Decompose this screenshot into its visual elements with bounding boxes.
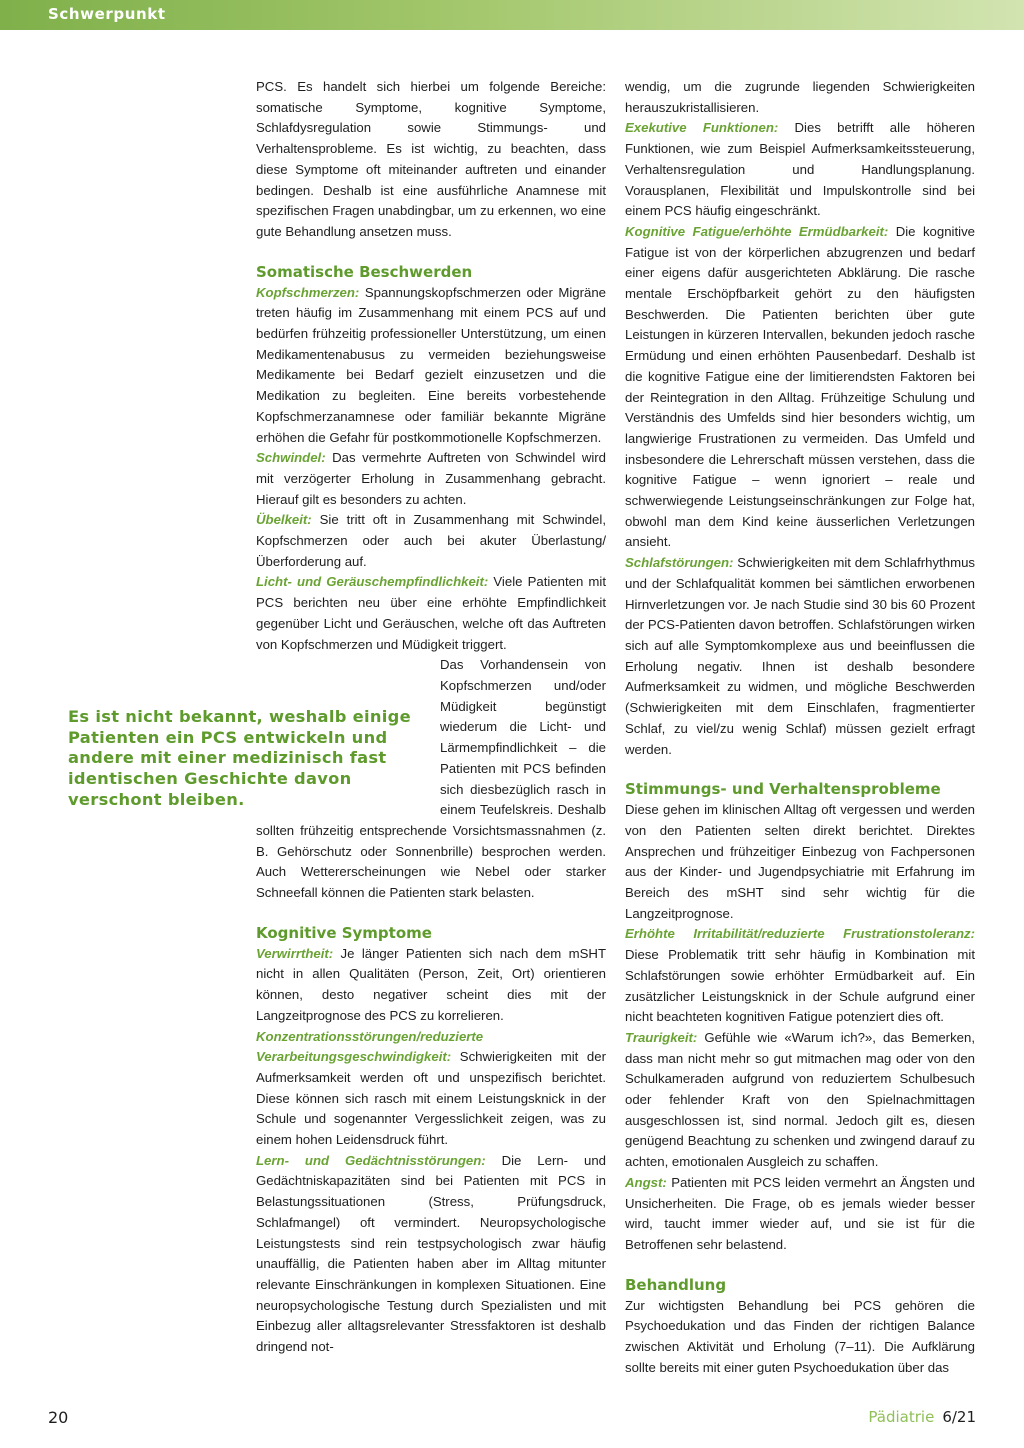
text-confusion: Je länger Patienten sich nach dem mSHT nicht in allen Qualitäten (Person, Zeit, Ort) orientieren können, desto negativer scheint dies mit der Langzeitprognose des PCS zu korrelieren. xyxy=(256,945,607,1023)
paragraph-sadness xyxy=(625,1028,975,1173)
term-irritability: Erhöhte Irritabilität/reduzierte Frustrationstoleranz: xyxy=(625,926,975,942)
term-executive: Exekutive Funktionen: xyxy=(625,120,779,136)
pull-quote: Es ist nicht bekannt, weshalb einige Patienten ein PCS entwickeln und andere mit einer medizinisch fast identischen Geschichte davon verschont bleiben. xyxy=(68,707,411,809)
section-title: Schwerpunkt xyxy=(48,5,166,23)
text-dizziness: Das vermehrte Auftreten von Schwindel wird mit verzögerter Erholung in Zusammenhang gebracht. Hierauf gilt es besonders zu achten. xyxy=(256,450,606,507)
term-concentration: Konzentrationsstörungen/reduzierte Verarbeitungsgeschwindigkeit: xyxy=(256,1028,484,1065)
paragraph-dizziness xyxy=(256,448,606,510)
term-confusion: Verwirrtheit: xyxy=(256,945,334,961)
intro-paragraph: PCS. Es handelt sich hierbei um folgende Bereiche: somatische Symptome, kognitive Symptome, Schlafdysregulation sowie Stimmungs- und Verhaltensprobleme. Es ist wichtig, zu beachten, dass diese Symptome oft miteinander auftreten und einander bedingen. Deshalb ist eine ausführliche Anamnese mit spezifischen Fragen unabdingbar, um zu erkennen, wo eine gute Behandlung ansetzen muss. xyxy=(256,79,606,239)
paragraph-treatment: Zur wichtigsten Behandlung bei PCS gehören die Psychoedukation und das Finden der richtigen Balance zwischen Aktivität und Erholung (7–11). Die Aufklärung sollte bereits mit einer guten Psychoedukation über das xyxy=(625,1297,975,1375)
paragraph-executive xyxy=(625,118,975,222)
term-sadness: Traurigkeit: xyxy=(625,1029,698,1045)
text-light-sensitivity-a: Viele Patienten mit PCS berichten neu über eine erhöhte Empfindlichkeit gegenüber Licht und Geräuschen, welche oft das Auftreten von Kopfschmerzen und Müdigkeit triggert. xyxy=(256,574,606,652)
text-light-sensitivity-b: Das Vorhandensein von Kopfschmerzen und/oder Müdigkeit begünstigt wiederum die Licht- und Lärmempfindlichkeit – die Patienten mit PCS befinden sich diesbezüglich rasch in einem Teufelskreis. Deshalb sollten frühzeitig entsprechende Vorsichtsmassnahmen (z. B. Gehörschutz oder Sonnenbrille) besprochen werden. Auch Wettererscheinungen wie Nebel oder starker Schneefall können die Patienten stark belasten. xyxy=(256,657,606,901)
journal-issue: 6/21 xyxy=(942,1408,976,1426)
text-headache: Spannungskopfschmerzen oder Migräne treten häufig im Zusammenhang mit einem PCS auf und bedürfen frühzeitig professioneller Unterstützung, um einen Medikamentenabusus zu vermeiden beziehungsweise Medikamente bei Bedarf gezielt einzusetzen und die Medikation zu begleiten. Eine bereits vorbestehende Kopfschmerzanamnese oder familiär bekannte Migräne erhöhen die Gefahr für postkommotionelle Kopfschmerzen. xyxy=(256,284,606,445)
text-executive: Dies betrifft alle höheren Funktionen, wie zum Beispiel Aufmerksamkeitssteuerung, Verhaltensregulation und Handlungsplanung. Vorausplanen, Flexibilität und Impulskontrolle sind bei einem PCS häufig eingeschränkt. xyxy=(625,120,975,219)
term-memory: Lern- und Gedächtnisstörungen: xyxy=(256,1152,486,1168)
text-sleep: Schwierigkeiten mit dem Schlafrhythmus und der Schlafqualität kommen bei sämtlichen erworbenen Hirnverletzungen vor. Je nach Studie sind 30 bis 60 Prozent der PCS-Patienten davon betroffen. Schlafstörungen wirken sich auf alle Symptomkomplexe aus und beeinflussen die Erholung negativ. Ihnen ist deshalb besondere Aufmerksamkeit zu widmen, und mögliche Beschwerden (Schwierigkeiten mit dem Einschlafen, fragmentierter Schlaf, zu viel/zu wenig Schlaf) müssen gezielt erfragt werden. xyxy=(625,555,976,757)
term-sleep: Schlafstörungen: xyxy=(625,555,734,571)
text-anxiety: Patienten mit PCS leiden vermehrt an Ängsten und Unsicherheiten. Die Frage, ob es jemals wieder besser wird, taucht immer wieder auf, und sie ist für die Betroffenen sehr belastend. xyxy=(625,1174,976,1252)
paragraph-anxiety xyxy=(625,1173,975,1256)
term-dizziness: Schwindel: xyxy=(256,450,326,466)
term-light-sensitivity: Licht- und Geräuschempfindlichkeit: xyxy=(256,574,489,590)
term-nausea: Übelkeit: xyxy=(256,512,312,528)
paragraph-confusion xyxy=(256,944,606,1027)
heading-mood: Stimmungs- und Verhaltensprobleme xyxy=(625,780,941,799)
text-column-right xyxy=(625,77,975,1378)
page-number: 20 xyxy=(48,1408,69,1427)
paragraph-concentration xyxy=(256,1027,606,1151)
paragraph-memory xyxy=(256,1151,606,1358)
text-fatigue: Die kognitive Fatigue ist von der körperlichen abzugrenzen und bedarf einer eigens dafür ausgerichteten Abklärung. Die rasche mentale Erschöpfbarkeit gehört zu den häufigsten Beschwerden. Die Patienten berichten über gute Leistungen in kürzeren Intervallen, bekunden jedoch rasche Ermüdung und einen erhöhten Pausenbedarf. Deshalb ist die kognitive Fatigue eine der limitierendsten Faktoren bei der Reintegration in den Alltag. Frühzeitige Schulung und Verständnis des Umfelds sind hier besonders wichtig, um langwierige Frustrationen zu vermeiden. Das Umfeld und insbesondere die Lehrerschaft müssen verstehen, dass die kognitive Fatigue – wenn ignoriert – reale und schwerwiegende Leistungseinschränkungen zur Folge hat, obwohl man dem Kind keine äusserlichen Verletzungen ansieht. xyxy=(625,223,975,550)
paragraph-sleep xyxy=(625,553,975,760)
paragraph-fatigue xyxy=(625,222,975,553)
text-memory: Die Lern- und Gedächtniskapazitäten sind bei Patienten mit PCS in Belastungssituationen (Stress, Prüfungsdruck, Schlafmangel) oft vermindert. Neuropsychologische Leistungstests sind rein testpsychologisch zwar häufig unauffällig, die Patienten haben aber im Alltag mitunter relevante Einschränkungen in komplexen Situationen. Eine neuropsychologische Testung durch Spezialisten und mit Einbezug aller alltagsrelevanter Stressfaktoren ist deshalb dringend not- xyxy=(256,1152,606,1355)
text-irritability: Diese Problematik tritt sehr häufig in Kombination mit Schlafstörungen sowie erhöhter Ermüdbarkeit auf. Ein zusätzlicher Leistungsknick in der Schule aufgrund einer nicht beachteten kognitiven Fatigue potenziert dies oft. xyxy=(625,947,975,1025)
journal-name: Pädiatrie xyxy=(868,1408,935,1426)
paragraph-nausea xyxy=(256,510,606,572)
term-anxiety: Angst: xyxy=(625,1174,667,1190)
heading-treatment: Behandlung xyxy=(625,1275,727,1294)
section-header-bar xyxy=(0,0,1024,30)
paragraph-mood: Diese gehen im klinischen Alltag oft vergessen und werden von den Patienten selten direkt berichtet. Direktes Ansprechen und frühzeitiger Einbezug von Fachpersonen aus der Kinder- und Jugendpsychiatrie mit Erfahrung im Bereich des mSHT sind sehr wichtig für die Langzeitprognose. xyxy=(625,802,975,921)
text-nausea: Sie tritt oft in Zusammenhang mit Schwindel, Kopfschmerzen oder auch bei akuter Überlastung/Überforderung auf. xyxy=(256,512,606,569)
paragraph-light-sensitivity xyxy=(256,572,606,655)
text-concentration: Schwierigkeiten mit der Aufmerksamkeit werden oft und unspezifisch berichtet. Diese können sich rasch mit einem Leistungsknick in der Schule und sogenannter Vergesslichkeit zeigen, was zu einem hohen Leidensdruck führt. xyxy=(256,1049,606,1148)
paragraph-irritability xyxy=(625,924,975,1028)
term-fatigue: Kognitive Fatigue/erhöhte Ermüdbarkeit: xyxy=(625,223,889,239)
text-sadness: Gefühle wie «Warum ich?», das Bemerken, dass man nicht mehr so gut mitmachen mag oder von den Schulkameraden aufgrund von reduziertem Schulbesuch oder fehlender Kraft von den Spielnachmittagen ausgeschlossen ist, sind normal. Jedoch gilt es, diesen genügend Beachtung zu schenken und zwingend darauf zu achten, emotionalen Ausgleich zu schaffen. xyxy=(625,1029,975,1170)
paragraph-continuation: wendig, um die zugrunde liegenden Schwierigkeiten herauszukristallisieren. xyxy=(625,79,975,115)
heading-somatic: Somatische Beschwerden xyxy=(256,262,473,281)
journal-footer xyxy=(868,1408,976,1426)
paragraph-headache xyxy=(256,283,606,449)
heading-cognitive: Kognitive Symptome xyxy=(256,923,432,942)
term-headache: Kopfschmerzen: xyxy=(256,284,360,300)
